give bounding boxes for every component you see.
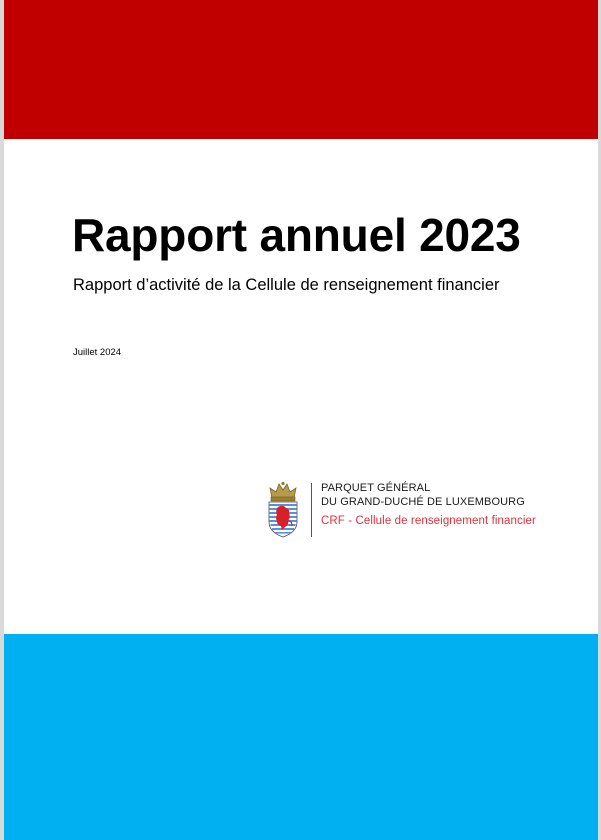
org-unit-name: CRF - Cellule de renseignement financier	[321, 515, 536, 527]
document-page	[4, 0, 598, 840]
blue-flag-band	[4, 634, 598, 840]
org-name-line-2: DU GRAND-DUCHÉ DE LUXEMBOURG	[321, 496, 525, 508]
luxembourg-coat-of-arms-icon	[264, 480, 302, 540]
organization-logo	[264, 480, 564, 540]
red-flag-band	[4, 0, 598, 139]
report-title: Rapport annuel 2023	[72, 209, 521, 261]
report-date: Juillet 2024	[73, 347, 122, 358]
org-name-line-1: PARQUET GÉNÉRAL	[321, 482, 431, 494]
logo-divider	[311, 483, 312, 537]
report-subtitle: Rapport d’activité de la Cellule de renseignement financier	[73, 276, 500, 294]
